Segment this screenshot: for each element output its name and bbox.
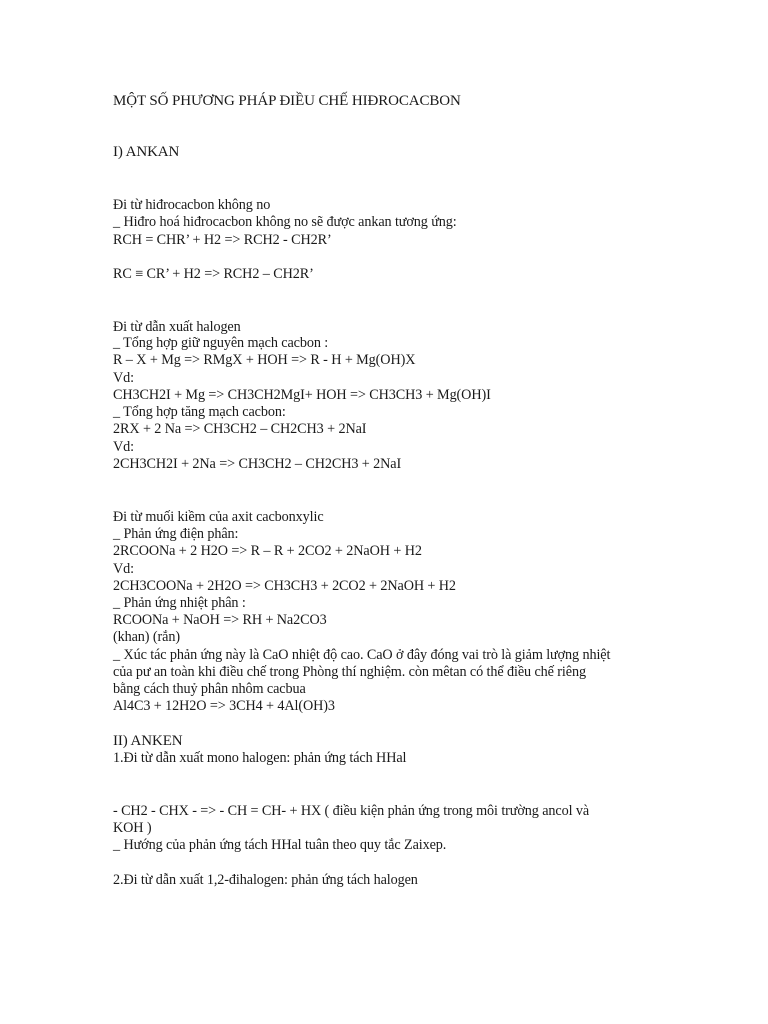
text-line: _ Phản ứng nhiệt phân : <box>113 595 246 611</box>
equation-line: 2CH3CH2I + 2Na => CH3CH2 – CH2CH3 + 2NaI <box>113 456 402 472</box>
equation-line: R – X + Mg => RMgX + HOH => R - H + Mg(OH)X <box>113 352 416 368</box>
text-line: KOH ) <box>113 820 152 836</box>
text-line: _ Hiđro hoá hiđrocacbon không no sẽ được ankan tương ứng: <box>113 214 457 230</box>
text-line: Vd: <box>113 439 134 455</box>
text-line: _ Hướng của phản ứng tách HHal tuân theo quy tắc Zaixep. <box>113 837 447 853</box>
text-line: của pư an toàn khi điều chế trong Phòng thí nghiệm. còn mêtan có thể điều chế riêng <box>113 664 586 680</box>
text-line: Vd: <box>113 561 134 577</box>
equation-line: 2CH3COONa + 2H2O => CH3CH3 + 2CO2 + 2NaOH + H2 <box>113 578 456 594</box>
equation-line: 2RCOONa + 2 H2O => R – R + 2CO2 + 2NaOH + H2 <box>113 543 422 559</box>
page-title: MỘT SỐ PHƯƠNG PHÁP ĐIỀU CHẾ HIĐROCACBON <box>113 93 461 109</box>
section-heading-ankan: I) ANKAN <box>113 144 180 160</box>
text-line: _ Phản ứng điện phân: <box>113 526 239 542</box>
text-line: Đi từ muối kiềm của axit cacbonxylic <box>113 509 324 525</box>
text-line: Đi từ hiđrocacbon không no <box>113 197 271 213</box>
equation-line: CH3CH2I + Mg => CH3CH2MgI+ HOH => CH3CH3 + Mg(OH)I <box>113 387 491 403</box>
text-line: bằng cách thuỷ phân nhôm cacbua <box>113 681 306 697</box>
text-line: _ Tổng hợp giữ nguyên mạch cacbon : <box>113 335 329 351</box>
equation-line: 2RX + 2 Na => CH3CH2 – CH2CH3 + 2NaI <box>113 421 367 437</box>
equation-line: RCOONa + NaOH => RH + Na2CO3 <box>113 612 327 628</box>
text-line: 2.Đi từ dẫn xuất 1,2-đihalogen: phản ứng tách halogen <box>113 872 418 888</box>
text-line: _ Xúc tác phản ứng này là CaO nhiệt độ cao. CaO ở đây đóng vai trò là giảm lượng nhiệt <box>113 647 611 663</box>
equation-line: Al4C3 + 12H2O => 3CH4 + 4Al(OH)3 <box>113 698 335 714</box>
equation-line: RC ≡ CR’ + H2 => RCH2 – CH2R’ <box>113 266 314 282</box>
text-line: 1.Đi từ dẫn xuất mono halogen: phản ứng tách HHal <box>113 750 407 766</box>
section-heading-anken: II) ANKEN <box>113 733 183 749</box>
text-line: Đi từ dẫn xuất halogen <box>113 319 241 335</box>
equation-line: - CH2 - CHX - => - CH = CH- + HX ( điều kiện phản ứng trong môi trường ancol và <box>113 803 590 819</box>
equation-line: RCH = CHR’ + H2 => RCH2 - CH2R’ <box>113 232 332 248</box>
text-line: (khan) (rắn) <box>113 629 180 645</box>
text-line: Vd: <box>113 370 134 386</box>
text-line: _ Tổng hợp tăng mạch cacbon: <box>113 404 286 420</box>
